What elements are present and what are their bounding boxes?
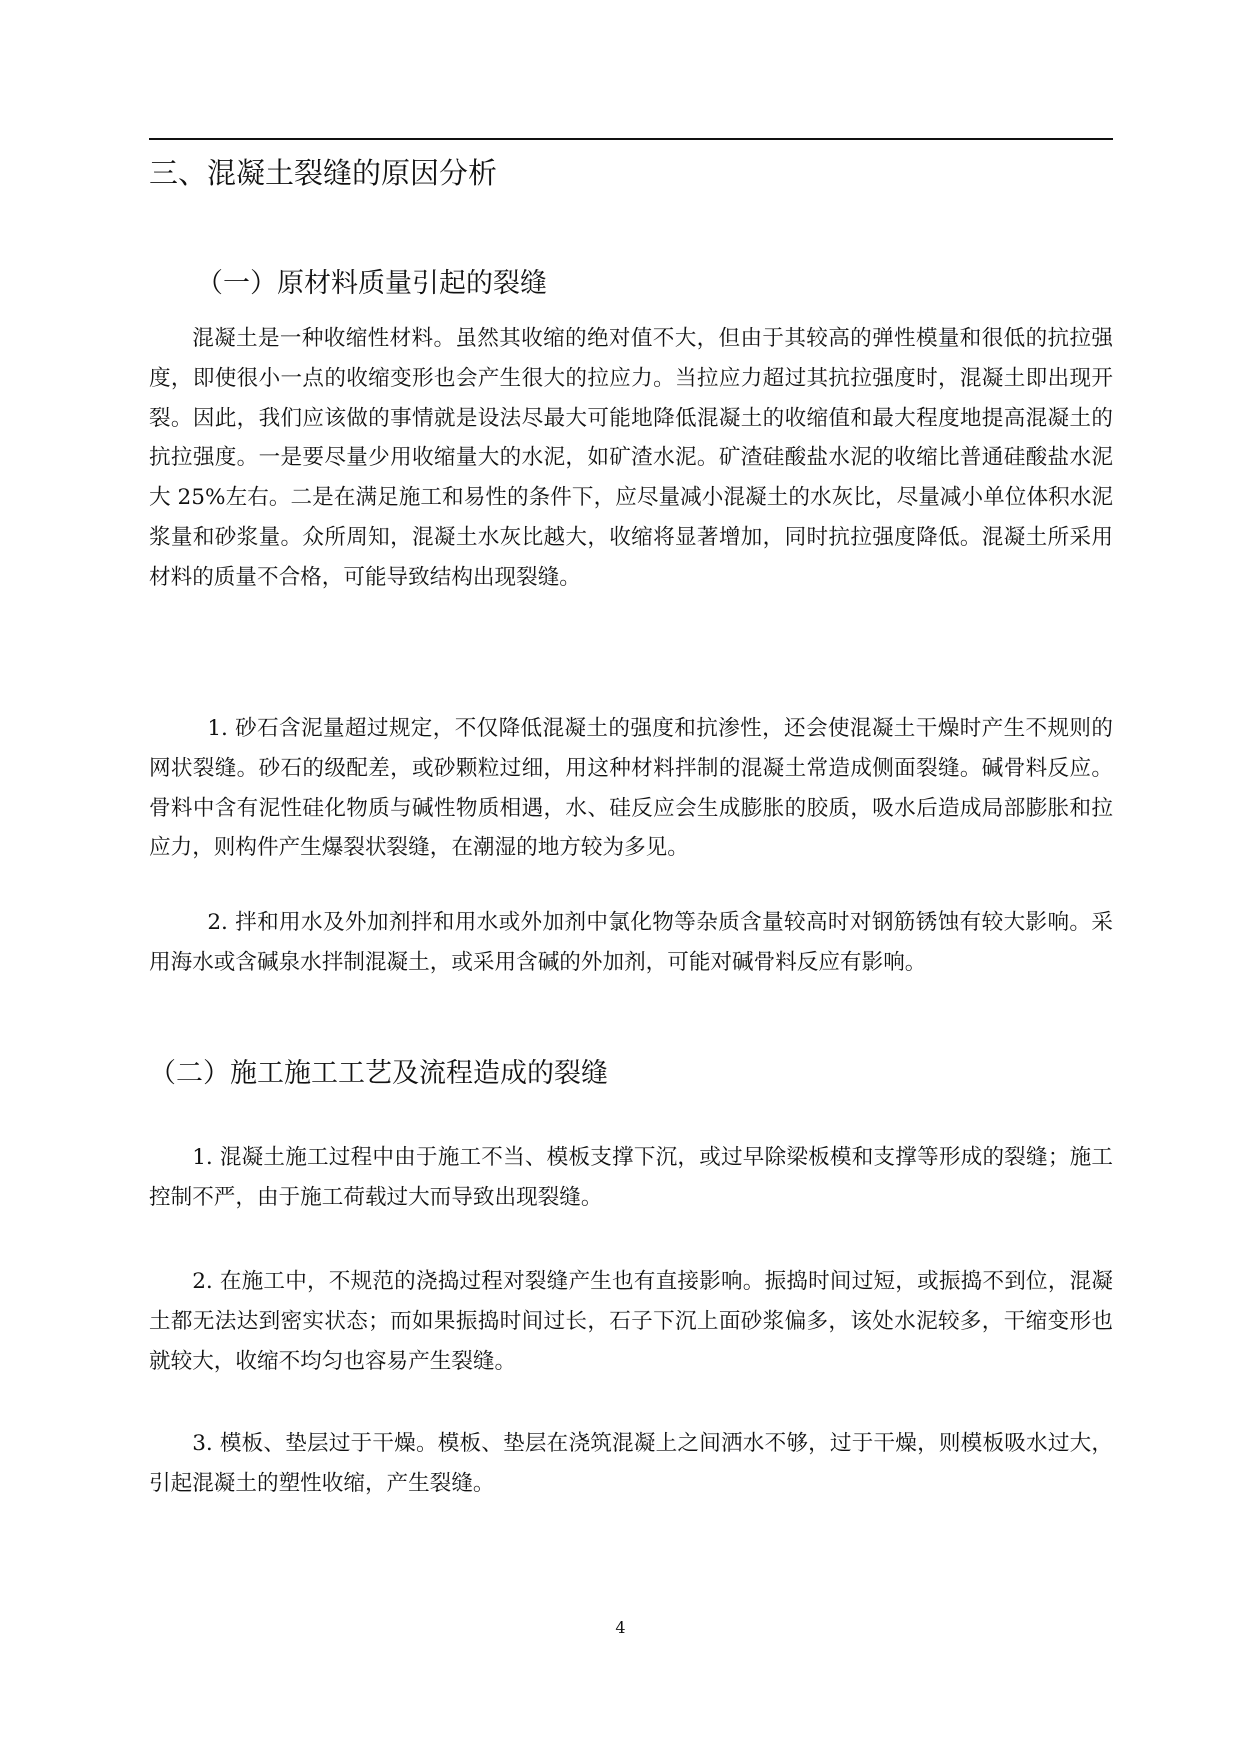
section-title: 三、混凝土裂缝的原因分析 bbox=[149, 156, 498, 190]
subsection-1-intro-paragraph: 混凝土是一种收缩性材料。虽然其收缩的绝对值不大，但由于其较高的弹性模量和很低的抗拉强度，即使很小一点的收缩变形也会产生很大的拉应力。当拉应力超过其抗拉强度时，混凝土即出现开裂。因此，我们应该做的事情就是设法尽最大可能地降低混凝土的收缩值和最大程度地提高混凝土的抗拉强度。一是要尽量少用收缩量大的水泥，如矿渣水泥。矿渣硅酸盐水泥的收缩比普通硅酸盐水泥大 25%左右。二是在满足施工和易性的条件下，应尽量减小混凝土的水灰比，尽量减小单位体积水泥浆量和砂浆量。众所周知，混凝土水灰比越大，收缩将显著增加，同时抗拉强度降低。混凝土所采用材料的质量不合格，可能导致结构出现裂缝。 bbox=[149, 326, 1113, 590]
subsection-1-item-1: 1. 砂石含泥量超过规定，不仅降低混凝土的强度和抗渗性，还会使混凝土干燥时产生不规则的网状裂缝。砂石的级配差，或砂颗粒过细，用这种材料拌制的混凝土常造成侧面裂缝。碱骨料反应。骨料中含有泥性硅化物质与碱性物质相遇，水、硅反应会生成膨胀的胶质，吸水后造成局部膨胀和拉应力，则构件产生爆裂状裂缝，在潮湿的地方较为多见。 bbox=[149, 716, 1113, 861]
subsection-2-item-3: 3. 模板、垫层过于干燥。模板、垫层在浇筑混凝上之间洒水不够，过于干燥，则模板吸水过大，引起混凝土的塑性收缩，产生裂缝。 bbox=[149, 1431, 1113, 1496]
subsection-2-item-2: 2. 在施工中，不规范的浇捣过程对裂缝产生也有直接影响。振捣时间过短，或振捣不到位，混凝土都无法达到密实状态；而如果振捣时间过长，石子下沉上面砂浆偏多，该处水泥较多，干缩变形也就较大，收缩不均匀也容易产生裂缝。 bbox=[149, 1269, 1113, 1374]
subsection-1-title: （一）原材料质量引起的裂缝 bbox=[196, 268, 547, 299]
subsection-1-item-2: 2. 拌和用水及外加剂拌和用水或外加剂中氯化物等杂质含量较高时对钢筋锈蚀有较大影响。采用海水或含碱泉水拌制混凝土，或采用含碱的外加剂，可能对碱骨料反应有影响。 bbox=[149, 910, 1113, 975]
header-rule bbox=[149, 138, 1113, 140]
subsection-2-title: （二）施工施工工艺及流程造成的裂缝 bbox=[149, 1058, 608, 1089]
page-number: 4 bbox=[615, 1618, 626, 1637]
subsection-2-item-1: 1. 混凝土施工过程中由于施工不当、模板支撑下沉，或过早除梁板模和支撑等形成的裂缝；施工控制不严，由于施工荷载过大而导致出现裂缝。 bbox=[149, 1145, 1113, 1210]
